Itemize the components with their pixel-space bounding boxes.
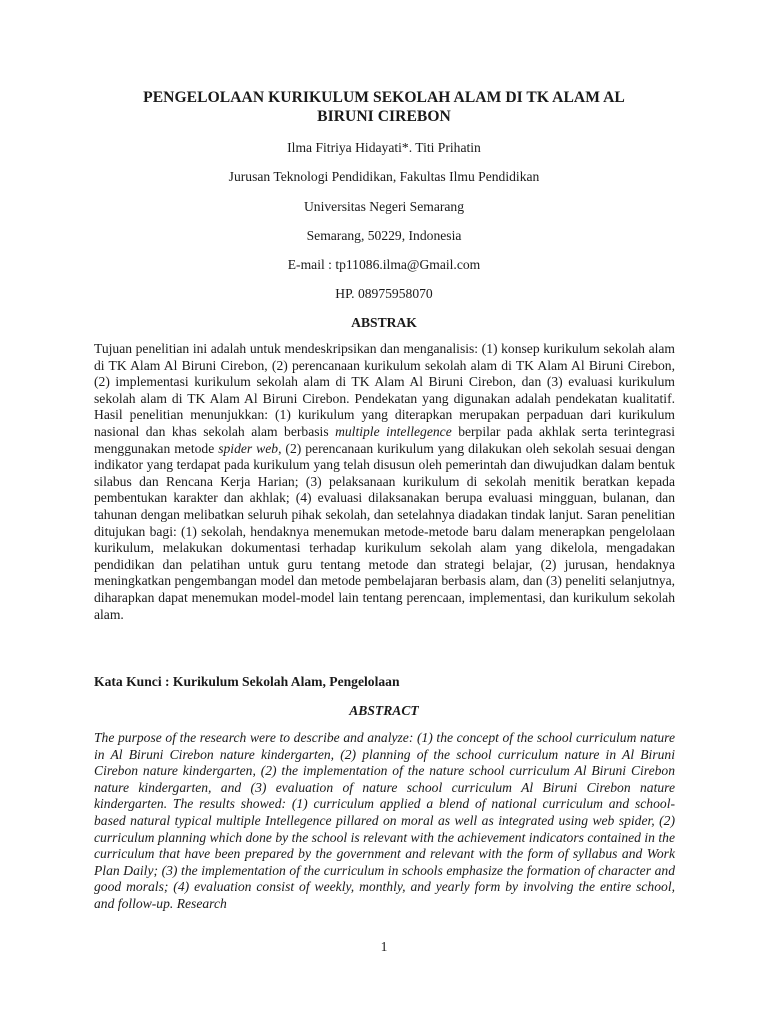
page-number: 1 bbox=[380, 939, 388, 954]
abstrak-text-part-1: Tujuan penelitian ini adalah untuk mendeskripsikan dan menganalisis: (1) konsep kurikulum sekolah alam di TK Alam Al Biruni Cirebon, (2) perencanaan kurikulum sekolah alam di TK Alam Al Biruni Cirebon, (2) implementasi kurikulum sekolah alam di TK Alam Al Biruni Cirebon, dan (3) evaluasi kurikulum sekolah alam di TK Alam Al Biruni Cirebon. Pendekatan yang digunakan adalah pendekatan kualitatif. Hasil penelitian menunjukkan: (1) kurikulum yang diterapkan merupakan perpaduan dari kurikulum nasional dan khas sekolah alam berbasis bbox=[94, 341, 675, 439]
department-affiliation: Jurusan Teknologi Pendidikan, Fakultas Ilmu Pendidikan bbox=[228, 169, 540, 184]
phone-contact: HP. 08975958070 bbox=[335, 286, 433, 301]
abstrak-body bbox=[94, 341, 675, 623]
postal-address: Semarang, 50229, Indonesia bbox=[306, 228, 462, 243]
university-affiliation: Universitas Negeri Semarang bbox=[303, 199, 465, 214]
abstrak-heading: ABSTRAK bbox=[351, 315, 417, 330]
paper-title-line-2: BIRUNI CIREBON bbox=[317, 108, 451, 125]
abstract-body: The purpose of the research were to describe and analyze: (1) the concept of the school curriculum nature in Al Biruni Cirebon nature kindergarten, (2) planning of the school curriculum nature in Al Biruni Cirebon nature kindergarten, (2) the implementation of the nature school curriculum Al Biruni Cirebon nature kindergarten, and (3) evaluation of nature school curriculum Al Biruni Cirebon nature kindergarten. The results showed: (1) curriculum applied a blend of national curriculum and school-based natural typical multiple Intellegence pillared on moral as well as integrated using web spider, (2) curriculum planning which done by the school is relevant with the achievement indicators contained in the curriculum that have been prepared by the government and relevant with the form of syllabus and Work Plan Daily; (3) the implementation of the curriculum in schools emphasize the formation of character and good morals; (4) evaluation consist of weekly, monthly, and yearly form by involving the entire school, and follow-up. Research bbox=[94, 730, 675, 911]
abstrak-text-italic-1: multiple intellegence bbox=[335, 423, 452, 439]
author-names: Ilma Fitriya Hidayati*. Titi Prihatin bbox=[287, 140, 481, 155]
paper-title-line-1: PENGELOLAAN KURIKULUM SEKOLAH ALAM DI TK ALAM AL bbox=[143, 89, 625, 106]
abstrak-text-part-3: , (2) perencanaan kurikulum yang dilakukan oleh sekolah sesuai dengan indikator yang terdapat pada kurikulum yang telah disusun oleh pemerintah dan diwujudkan dalam bentuk silabus dan Rencana Kerja Harian; (3) pelaksanaan kurikulum di sekolah menitik beratkan kepada pembentukan karakter dan akhlak; (4) evaluasi dilaksanakan berupa evaluasi mingguan, bulanan, dan tahunan dengan melibatkan seluruh pihak sekolah, dan setelahnya diadakan tindak lanjut. Saran penelitian ditujukan bagi: (1) sekolah, hendaknya menemukan metode-metode baru dalam menerapkan pengelolaan kurikulum, melakukan dokumentasi terhadap kurikulum sekolah alam yang dikelola, mengadakan pendidikan dan pelatihan untuk guru tentang metode dan strategi belajar, (2) jurusan, hendaknya meningkatkan pengembangan model dan metode pembelajaran berbasis alam, dan (3) peneliti selanjutnya, diharapkan dapat menemukan model-model lain tentang perencaan, implementasi, dan kurikulum sekolah alam. bbox=[94, 440, 676, 622]
keywords-line: Kata Kunci : Kurikulum Sekolah Alam, Pengelolaan bbox=[94, 674, 400, 689]
paper-title bbox=[100, 88, 668, 126]
abstract-heading: ABSTRACT bbox=[349, 703, 419, 718]
email-contact: E-mail : tp11086.ilma@Gmail.com bbox=[287, 257, 481, 272]
abstrak-text-part-2: berpilar pada akhlak serta terintegrasi menggunakan metode bbox=[94, 423, 675, 456]
abstrak-text-italic-2: spider web bbox=[218, 440, 279, 456]
